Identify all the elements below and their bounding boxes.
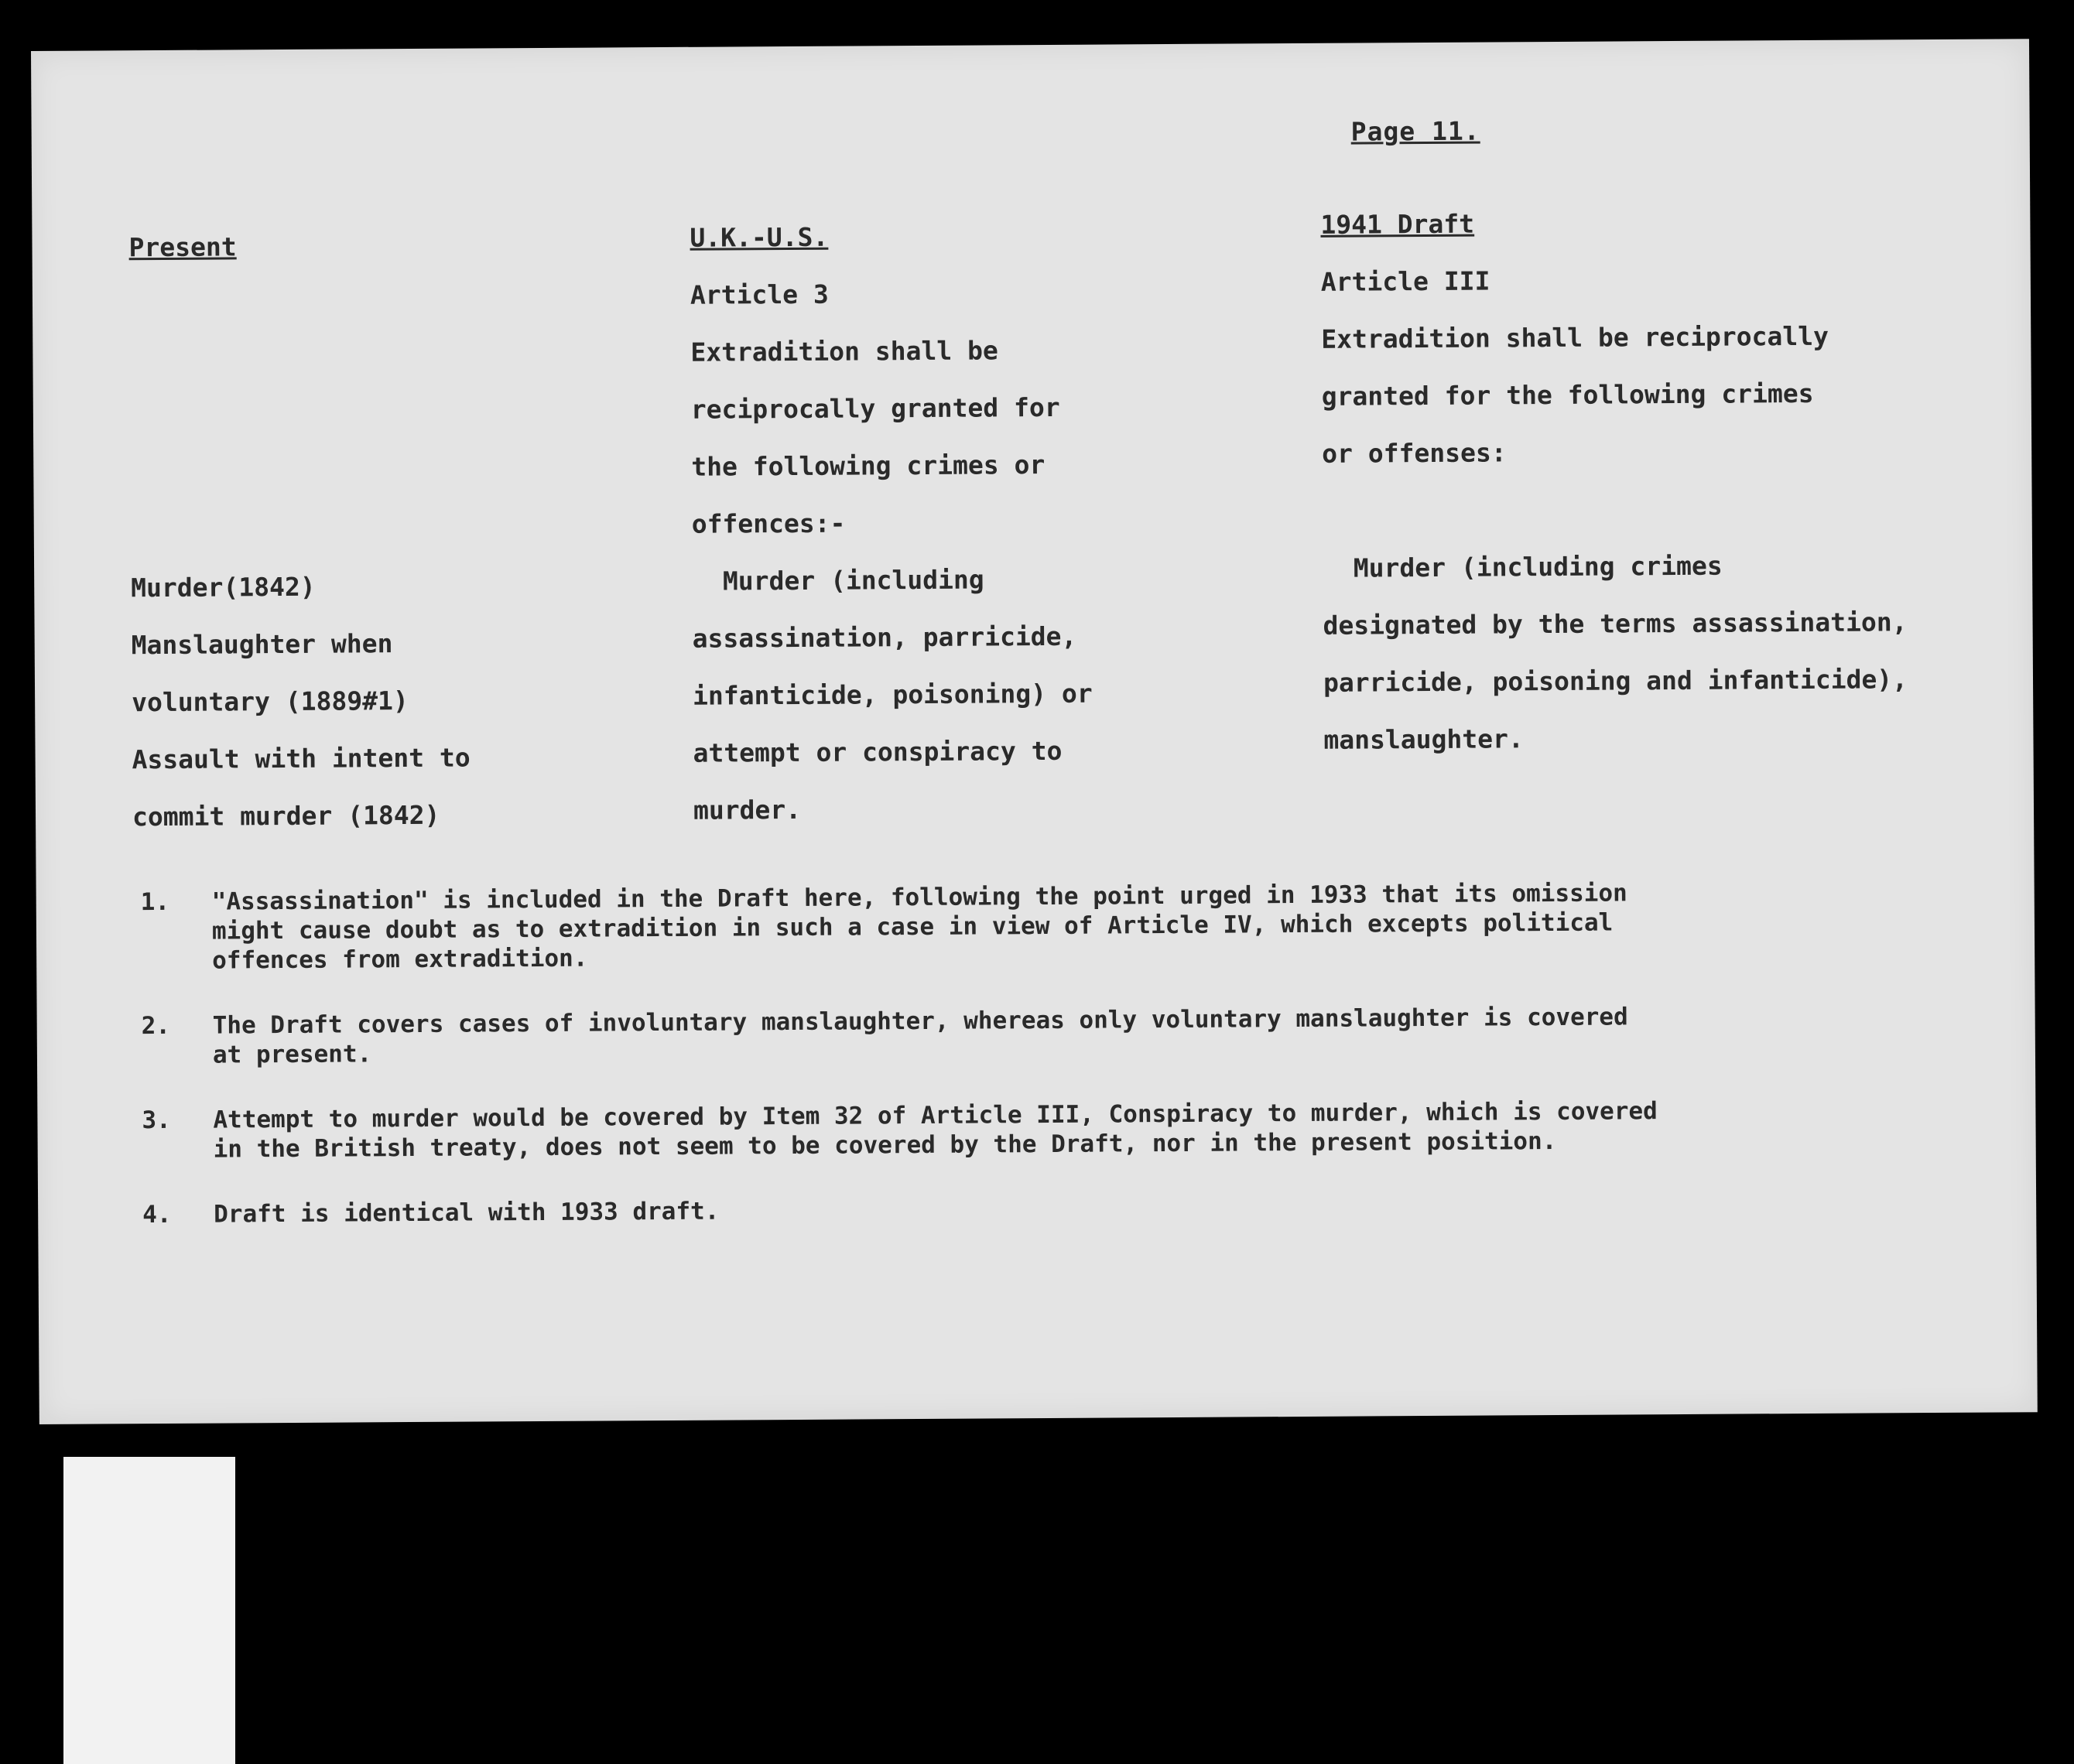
note-number: 3.: [142, 1106, 171, 1135]
draft-crime-line: designated by the terms assassination,: [1323, 607, 1908, 641]
uk-us-body: [690, 265, 1093, 839]
present-line: Manslaughter when: [131, 628, 393, 661]
uk-us-article: Article 3: [690, 279, 829, 310]
note-item: [142, 1095, 1922, 1164]
uk-us-line: infanticide, poisoning) or: [692, 678, 1093, 711]
column-heading-uk-us: U.K.-U.S.: [690, 221, 829, 253]
present-body: [131, 558, 471, 846]
note-text: Attempt to murder would be covered by Item 32 of Article III, Conspiracy to murder, which is covered in the British treaty, does not seem to be covered by the Draft, nor in the present position.: [213, 1097, 1658, 1164]
note-item: [142, 1189, 1922, 1229]
note-number: 4.: [142, 1200, 172, 1229]
note-text: The Draft covers cases of involuntary manslaughter, whereas only voluntary manslaughter is covered at present.: [212, 1003, 1628, 1069]
document-sheet: [31, 39, 2038, 1424]
uk-us-line: Extradition shall be: [690, 335, 998, 368]
draft-crime-line: parricide, poisoning and infanticide),: [1323, 664, 1908, 698]
uk-us-line: the following crimes or: [691, 450, 1046, 482]
uk-us-line: Murder (including: [692, 564, 984, 597]
note-text: Draft is identical with 1933 draft.: [214, 1197, 720, 1229]
present-line: Assault with intent to: [132, 742, 471, 775]
page-number: Page 11.: [1350, 115, 1480, 147]
note-item: [142, 1000, 1922, 1070]
draft-line: Extradition shall be reciprocally: [1321, 320, 1829, 354]
notes-list: [141, 877, 1923, 1265]
note-number: 1.: [140, 887, 170, 917]
draft-crime-line: Murder (including crimes: [1322, 550, 1723, 583]
note-text: "Assassination" is included in the Draft here, following the point urged in 1933 that its omission might cause doubt as to extradition in such a case in view of Article IV, which excepts political offences from extradition.: [211, 879, 1627, 975]
draft-line: granted for the following crimes: [1321, 378, 1814, 412]
uk-us-line: attempt or conspiracy to: [693, 735, 1063, 768]
scan-calibration-patch: [63, 1457, 235, 1764]
uk-us-line: assassination, parricide,: [692, 620, 1077, 654]
draft-body: [1321, 250, 1908, 769]
draft-crime-block: [1323, 536, 1908, 769]
draft-crime-line: manslaughter.: [1323, 723, 1524, 755]
present-line: commit murder (1842): [132, 799, 440, 832]
uk-us-line: reciprocally granted for: [690, 391, 1060, 425]
column-heading-1941-draft: 1941 Draft: [1320, 208, 1475, 240]
column-uk-us: [690, 207, 1093, 839]
present-line: voluntary (1889#1): [132, 685, 409, 718]
column-heading-present: Present: [128, 231, 237, 263]
uk-us-line: offences:-: [691, 508, 846, 539]
present-line: Murder(1842): [131, 571, 316, 603]
uk-us-line: murder.: [693, 794, 802, 826]
note-number: 2.: [141, 1011, 171, 1041]
column-1941-draft: [1320, 193, 1908, 769]
draft-article: Article III: [1320, 265, 1490, 297]
note-item: [141, 877, 1922, 976]
draft-line: or offenses:: [1322, 437, 1507, 469]
column-present: [128, 217, 471, 846]
